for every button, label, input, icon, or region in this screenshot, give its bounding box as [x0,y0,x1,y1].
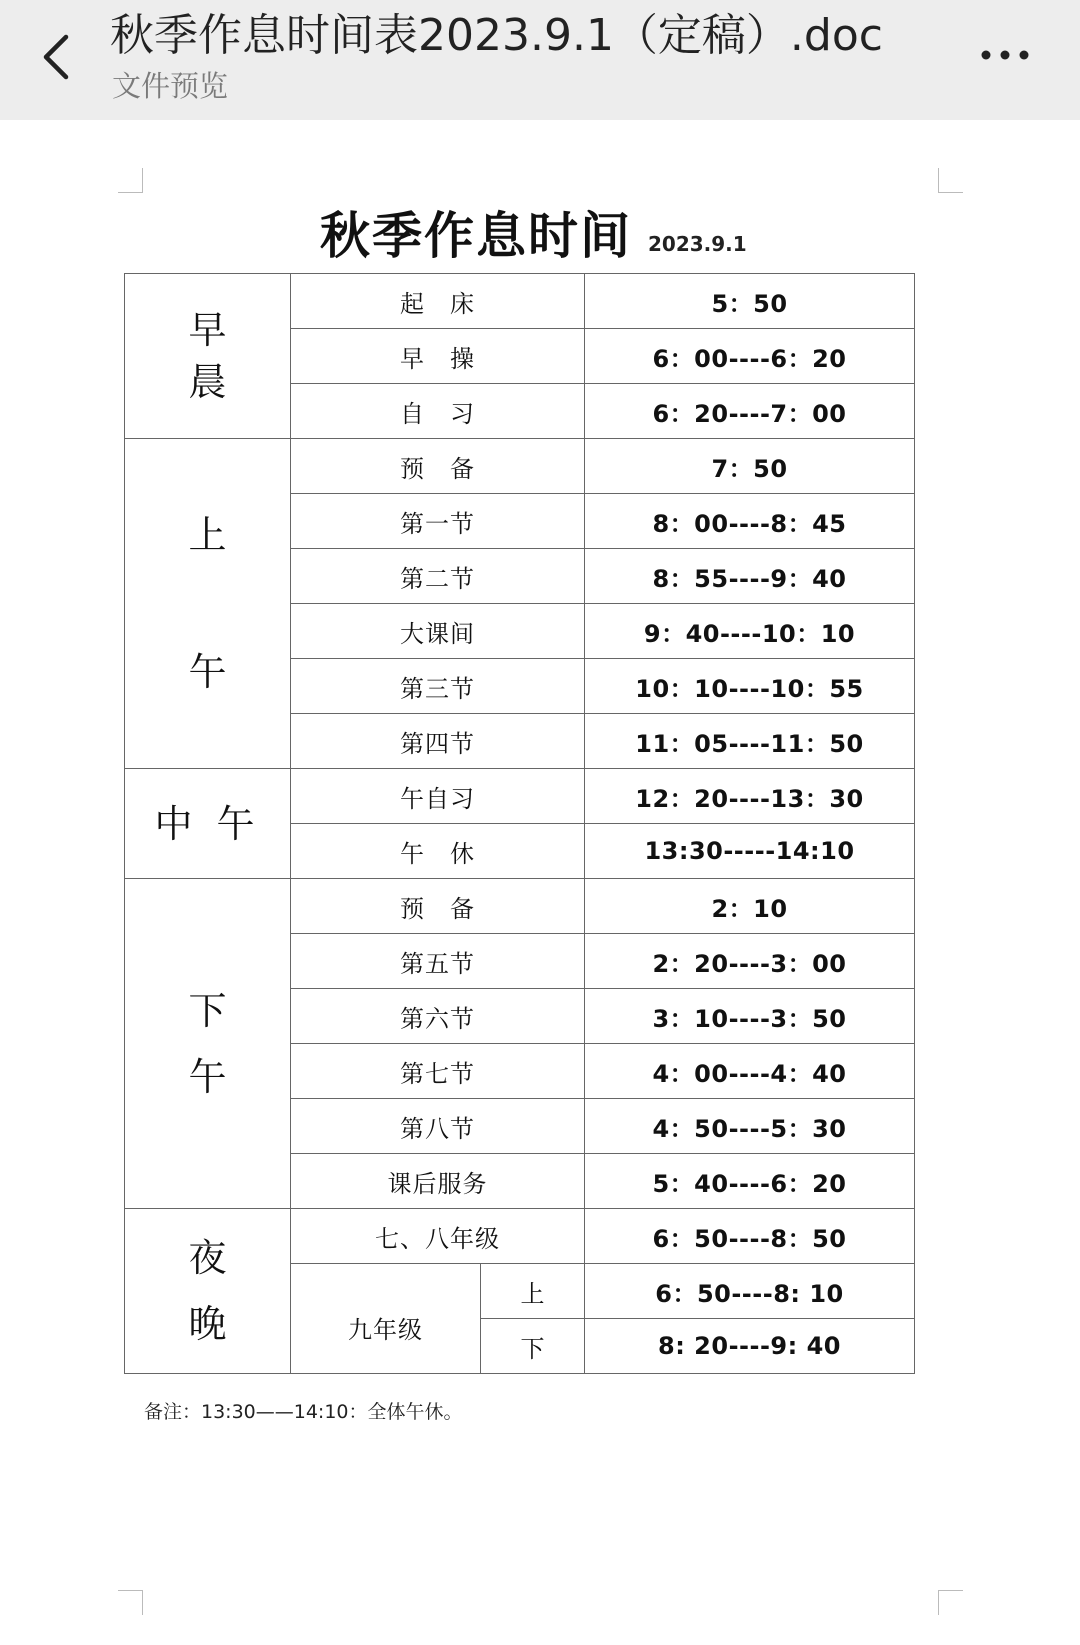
page-corner-mark [938,168,963,193]
activity-cell: 课后服务 [291,1154,585,1209]
activity-cell-grade9: 九年级 [291,1264,481,1374]
activity-cell: 午自习 [291,769,585,824]
time-cell: 13:30-----14:10 [585,824,915,879]
time-cell: 6：50----8：50 [585,1209,915,1264]
time-cell: 11：05----11：50 [585,714,915,769]
activity-cell: 预 备 [291,879,585,934]
time-cell: 2：20----3：00 [585,934,915,989]
activity-cell: 大课间 [291,604,585,659]
time-cell: 6：20----7：00 [585,384,915,439]
table-row [125,274,915,329]
time-cell: 8：00----8：45 [585,494,915,549]
activity-cell: 第三节 [291,659,585,714]
time-cell: 10：10----10：55 [585,659,915,714]
table-row [125,769,915,824]
document-date: 2023.9.1 [648,232,747,256]
activity-cell: 午 休 [291,824,585,879]
period-noon: 中 午 [125,769,291,879]
period-forenoon: 上 午 [125,439,291,769]
back-button[interactable] [30,22,80,92]
time-cell: 4：50----5：30 [585,1099,915,1154]
time-cell: 4：00----4：40 [585,1044,915,1099]
period-evening: 夜 晚 [125,1209,291,1374]
page-corner-mark [118,1590,143,1615]
table-row [125,439,915,494]
file-title: 秋季作息时间表2023.9.1（定稿）.doc [110,10,883,61]
activity-cell: 第二节 [291,549,585,604]
activity-cell: 第一节 [291,494,585,549]
chevron-left-icon [40,33,70,81]
document-page[interactable] [0,120,1080,1645]
time-cell: 6：00----6：20 [585,329,915,384]
period-morning: 早 晨 [125,274,291,439]
page-corner-mark [938,1590,963,1615]
activity-cell: 第四节 [291,714,585,769]
time-cell: 7：50 [585,439,915,494]
document-title: 秋季作息时间 [320,207,632,265]
app-header [0,0,1080,120]
table-row [125,879,915,934]
activity-cell: 预 备 [291,439,585,494]
activity-cell: 七、八年级 [291,1209,585,1264]
activity-cell: 起 床 [291,274,585,329]
table-row [125,1209,915,1264]
activity-cell: 第八节 [291,1099,585,1154]
document-note: 备注：13:30——14:10：全体午休。 [144,1401,463,1423]
activity-cell: 第六节 [291,989,585,1044]
sub-label-cell: 上 [481,1264,585,1319]
time-cell: 2：10 [585,879,915,934]
time-cell: 8：55----9：40 [585,549,915,604]
page-corner-mark [118,168,143,193]
time-cell: 5：50 [585,274,915,329]
time-cell: 9：40----10：10 [585,604,915,659]
activity-cell: 早 操 [291,329,585,384]
activity-cell: 自 习 [291,384,585,439]
schedule-table [124,273,915,1374]
file-preview-label: 文件预览 [112,69,229,103]
activity-cell: 第五节 [291,934,585,989]
time-cell: 6：50----8: 10 [585,1264,915,1319]
time-cell: 12：20----13：30 [585,769,915,824]
time-cell: 8: 20----9: 40 [585,1319,915,1374]
more-button[interactable] [970,30,1040,80]
time-cell: 3：10----3：50 [585,989,915,1044]
sub-label-cell: 下 [481,1319,585,1374]
time-cell: 5：40----6：20 [585,1154,915,1209]
activity-cell: 第七节 [291,1044,585,1099]
period-afternoon: 下 午 [125,879,291,1209]
more-dots-icon [980,49,1030,61]
